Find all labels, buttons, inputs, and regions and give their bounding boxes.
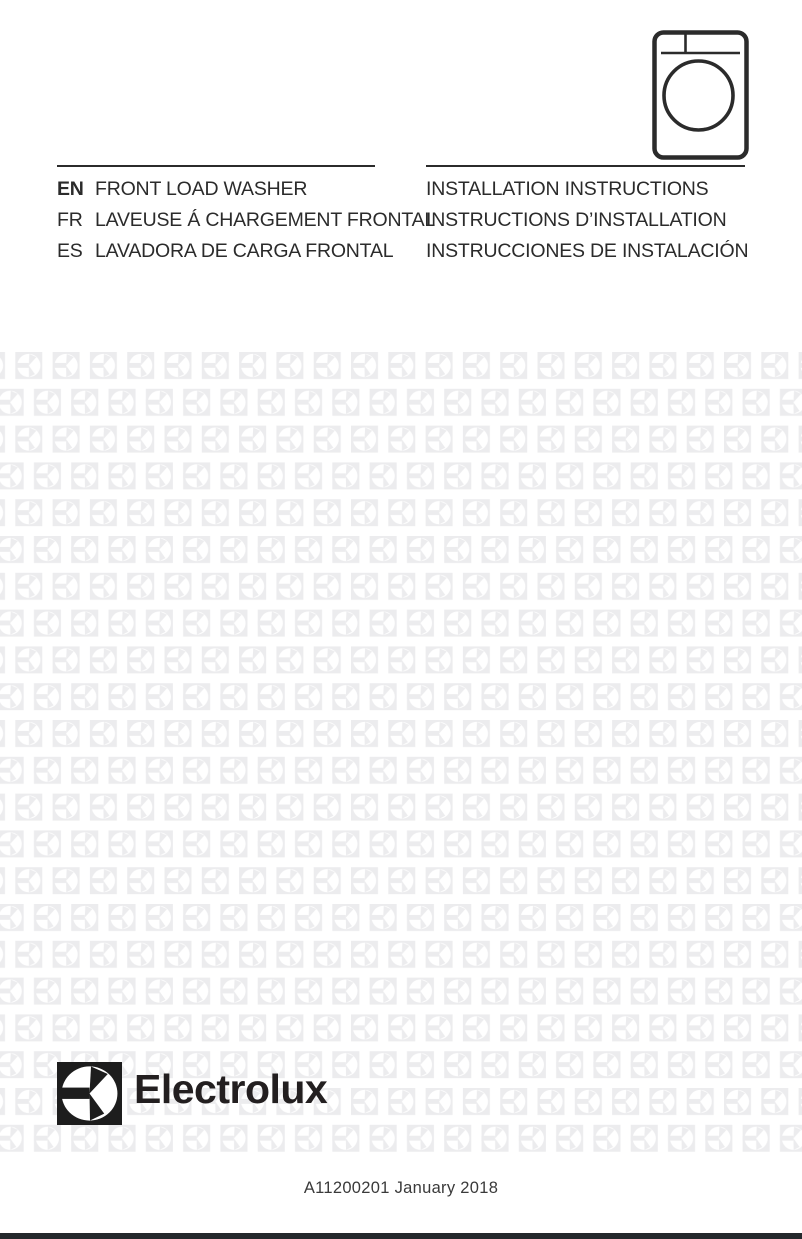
- product-name-fr: LAVEUSE Á CHARGEMENT FRONTAL: [95, 209, 436, 231]
- electrolux-logo: [57, 1062, 327, 1125]
- lang-code-es: ES: [57, 240, 83, 262]
- electrolux-pattern-background: [0, 352, 802, 1152]
- instructions-title-fr: INSTRUCTIONS D’INSTALLATION: [426, 209, 727, 231]
- product-name-es: LAVADORA DE CARGA FRONTAL: [95, 240, 394, 262]
- electrolux-symbol-icon: [57, 1062, 122, 1125]
- bottom-bar: [0, 1233, 802, 1239]
- lang-code-en: EN: [57, 178, 84, 200]
- instructions-title-es: INSTRUCCIONES DE INSTALACIÓN: [426, 240, 749, 262]
- instructions-title-block: [426, 165, 749, 267]
- instructions-title-en: INSTALLATION INSTRUCTIONS: [426, 178, 709, 200]
- product-title-line-en: [57, 174, 375, 205]
- electrolux-wordmark: Electrolux: [134, 1066, 328, 1112]
- product-title-line-fr: [57, 205, 436, 236]
- publication-code: A11200201 January 2018: [303, 1179, 499, 1197]
- product-title-line-es: [57, 236, 394, 267]
- lang-code-fr: FR: [57, 209, 83, 231]
- front-load-washer-icon: [652, 30, 749, 160]
- product-name-en: FRONT LOAD WASHER: [95, 178, 308, 200]
- product-title-block: [57, 165, 436, 267]
